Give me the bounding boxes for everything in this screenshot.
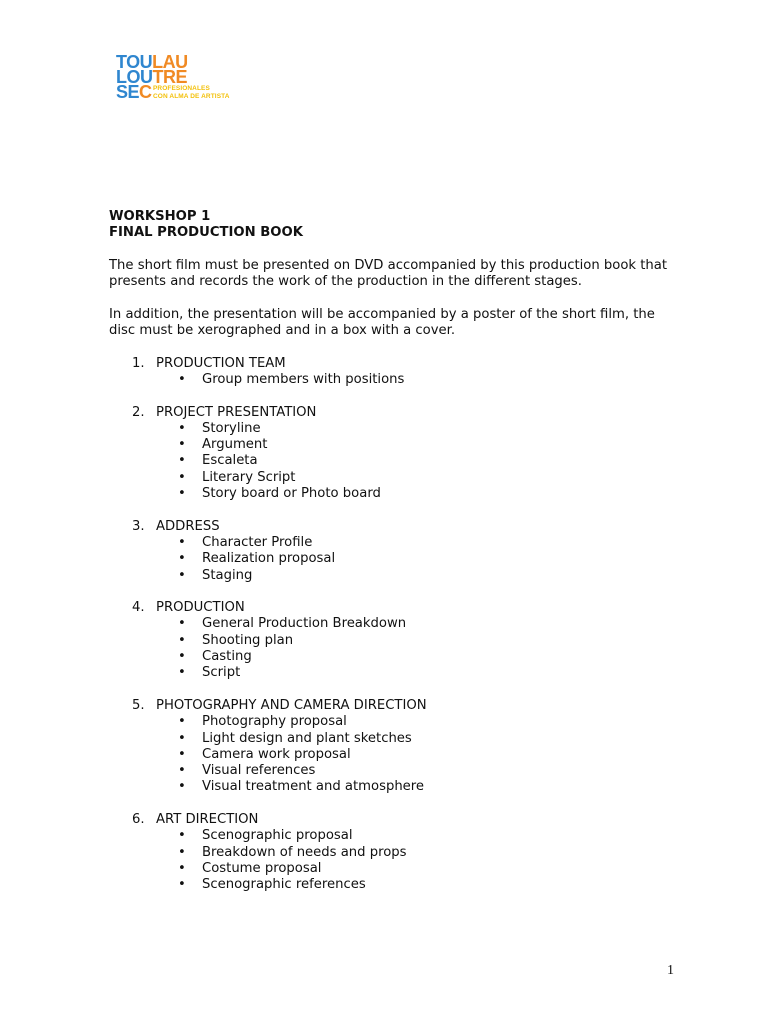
logo-text: TOU — [116, 52, 153, 72]
bullet-item — [156, 845, 669, 861]
document-body — [109, 209, 669, 910]
bullet-icon: • — [178, 860, 186, 876]
section-item — [109, 698, 669, 796]
section-bullet-list — [156, 828, 669, 893]
logo-tagline-2: CON ALMA DE ARTISTA — [153, 93, 230, 100]
logo-text: C — [139, 82, 152, 102]
bullet-item — [156, 714, 669, 730]
bullet-icon: • — [178, 632, 186, 648]
bullet-text: Breakdown of needs and props — [202, 844, 407, 860]
bullet-icon: • — [178, 437, 186, 453]
logo-text: TRE — [152, 67, 187, 87]
bullet-icon: • — [178, 649, 186, 665]
bullet-item — [156, 828, 669, 844]
bullet-text: Camera work proposal — [202, 746, 351, 762]
bullet-icon: • — [178, 779, 186, 795]
logo-text: LOU — [116, 67, 153, 87]
bullet-item — [156, 861, 669, 877]
section-number: 4. — [132, 600, 145, 616]
bullet-text: Staging — [202, 567, 253, 583]
bullet-item — [156, 633, 669, 649]
logo-text: SE — [116, 82, 140, 102]
bullet-icon: • — [178, 469, 186, 485]
bullet-text: Visual treatment and atmosphere — [202, 779, 425, 795]
section-title: ADDRESS — [156, 518, 220, 534]
bullet-icon: • — [178, 616, 186, 632]
bullet-icon: • — [178, 877, 186, 893]
section-number: 1. — [132, 355, 145, 371]
section-bullet-list — [156, 372, 669, 388]
sections-list — [109, 356, 669, 894]
section-number: 2. — [132, 404, 145, 420]
bullet-item — [156, 551, 669, 567]
bullet-text: Escaleta — [202, 453, 258, 469]
bullet-text: Realization proposal — [202, 551, 336, 567]
intro-paragraph: The short film must be presented on DVD accompanied by this production book that presents and records the work of the production in the different stages. — [109, 257, 668, 290]
section-item — [109, 356, 669, 389]
bullet-item — [156, 747, 669, 763]
bullet-item — [156, 779, 669, 795]
bullet-text: Argument — [202, 437, 268, 453]
bullet-icon: • — [178, 746, 186, 762]
section-bullet-list — [156, 616, 669, 681]
bullet-item — [156, 486, 669, 502]
bullet-text: Scenographic references — [202, 877, 366, 893]
bullet-icon: • — [178, 453, 186, 469]
bullet-text: Costume proposal — [202, 860, 322, 876]
bullet-text: Photography proposal — [202, 714, 347, 730]
section-item — [109, 405, 669, 503]
section-bullet-list — [156, 535, 669, 584]
section-item — [109, 812, 669, 893]
bullet-text: Visual references — [202, 763, 316, 779]
bullet-text: Casting — [202, 649, 252, 665]
document-heading-workshop: WORKSHOP 1 — [109, 209, 211, 224]
section-number: 5. — [132, 697, 145, 713]
presentation-paragraph: In addition, the presentation will be accompanied by a poster of the short film, the disc must be xerographed and in a box with a cover. — [109, 306, 655, 339]
bullet-icon: • — [178, 714, 186, 730]
section-item — [109, 600, 669, 681]
bullet-item — [156, 535, 669, 551]
bullet-item — [156, 470, 669, 486]
bullet-icon: • — [178, 420, 186, 436]
section-title: ART DIRECTION — [156, 811, 259, 827]
bullet-icon: • — [178, 371, 186, 387]
section-title: PROJECT PRESENTATION — [156, 404, 317, 420]
section-title: PRODUCTION TEAM — [156, 355, 286, 371]
bullet-icon: • — [178, 730, 186, 746]
bullet-text: General Production Breakdown — [202, 616, 407, 632]
logo-tagline-1: PROFESIONALES — [153, 85, 210, 92]
bullet-item — [156, 763, 669, 779]
bullet-text: Script — [202, 665, 241, 681]
bullet-item — [156, 421, 669, 437]
bullet-item — [156, 453, 669, 469]
section-number: 3. — [132, 518, 145, 534]
bullet-item — [156, 437, 669, 453]
bullet-text: Literary Script — [202, 469, 296, 485]
logo-text: LAU — [152, 52, 188, 72]
bullet-text: Shooting plan — [202, 632, 294, 648]
section-bullet-list — [156, 714, 669, 795]
bullet-icon: • — [178, 486, 186, 502]
bullet-item — [156, 731, 669, 747]
bullet-text: Group members with positions — [202, 371, 405, 387]
bullet-icon: • — [178, 567, 186, 583]
bullet-text: Scenographic proposal — [202, 828, 353, 844]
page-number: 1 — [667, 963, 674, 978]
bullet-icon: • — [178, 665, 186, 681]
section-title: PRODUCTION — [156, 600, 245, 616]
document-heading-title: FINAL PRODUCTION BOOK — [109, 225, 303, 241]
bullet-icon: • — [178, 534, 186, 550]
bullet-item — [156, 372, 669, 388]
bullet-text: Character Profile — [202, 534, 313, 550]
bullet-icon: • — [178, 551, 186, 567]
bullet-icon: • — [178, 763, 186, 779]
section-number: 6. — [132, 811, 145, 827]
section-title: PHOTOGRAPHY AND CAMERA DIRECTION — [156, 697, 427, 713]
bullet-icon: • — [178, 828, 186, 844]
bullet-item — [156, 649, 669, 665]
bullet-item — [156, 877, 669, 893]
logo-line-3 — [116, 84, 152, 100]
bullet-icon: • — [178, 844, 186, 860]
bullet-text: Light design and plant sketches — [202, 730, 412, 746]
bullet-item — [156, 665, 669, 681]
bullet-text: Storyline — [202, 420, 261, 436]
section-bullet-list — [156, 421, 669, 502]
bullet-item — [156, 568, 669, 584]
company-logo — [116, 54, 276, 104]
bullet-text: Story board or Photo board — [202, 486, 381, 502]
section-item — [109, 519, 669, 584]
bullet-item — [156, 616, 669, 632]
